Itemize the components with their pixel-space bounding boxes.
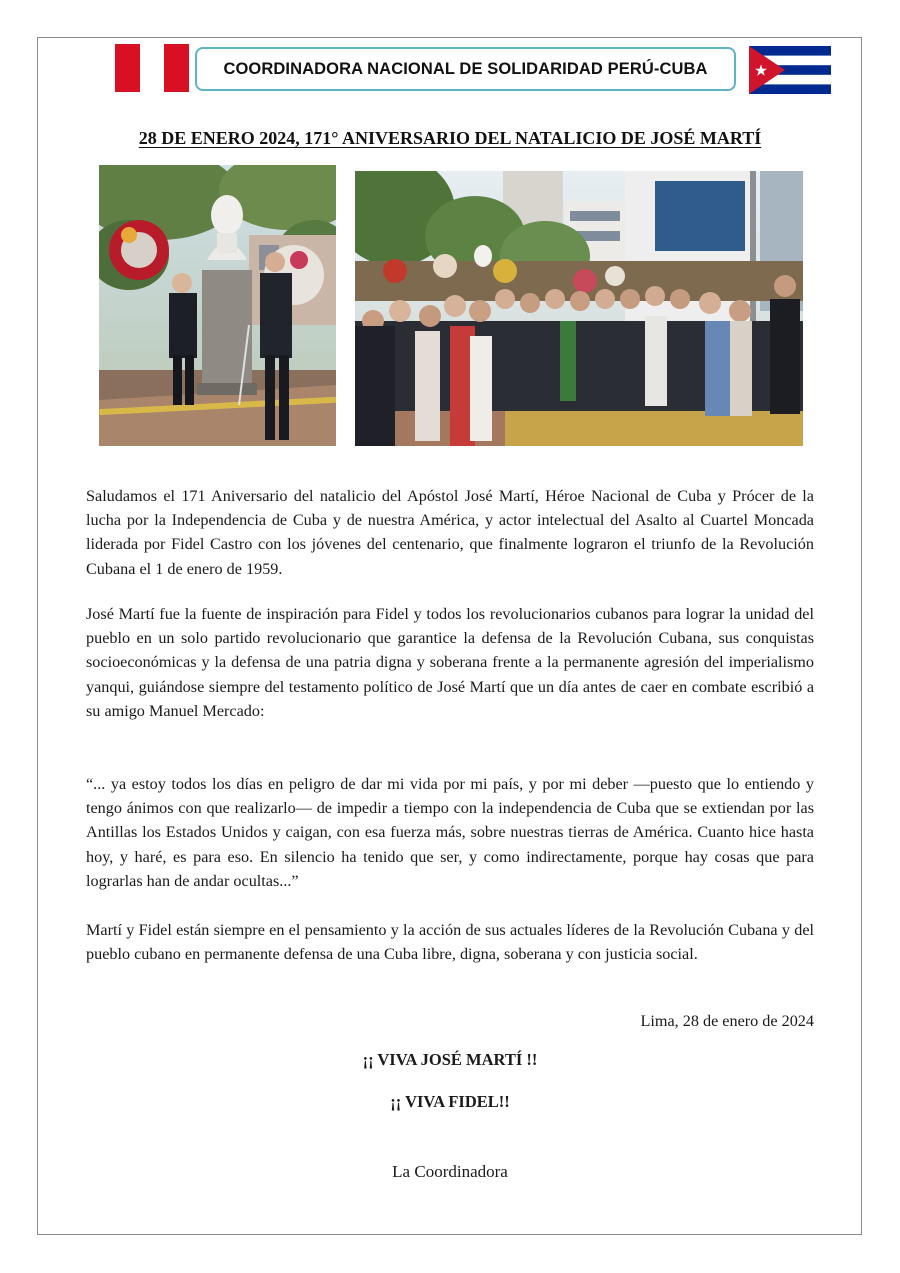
- cheer-fidel: ¡¡ VIVA FIDEL!!: [390, 1092, 510, 1111]
- signature: La Coordinadora: [392, 1162, 508, 1181]
- quote-paragraph: “... ya estoy todos los días en peligro de dar mi vida por mi país, y por mi deber —puesto que lo entiendo y tengo ánimos con que realizarlo— de impedir a tiempo con la independencia de Cuba que se extiendan por las Antillas los Estados Unidos y caigan, con esa fuerza más, sobre nuestras tierras de América. Cuanto hice hasta hoy, y haré, es para eso. En silencio ha tenido que ser, y como indirectamente, porque hay cosas que para lograrlas han de andar ocultas...”: [86, 775, 814, 890]
- place-date: Lima, 28 de enero de 2024: [640, 1012, 814, 1030]
- cheer-marti: ¡¡ VIVA JOSÉ MARTÍ !!: [362, 1050, 538, 1069]
- paragraph-4: Martí y Fidel están siempre en el pensamiento y la acción de sus actuales líderes de la Revolución Cubana y del pueblo cubano en permanente defensa de una Cuba libre, digna, soberana y con justicia social.: [86, 921, 814, 964]
- paragraph-2: José Martí fue la fuente de inspiración para Fidel y todos los revolucionarios cubanos para lograr la unidad del pueblo en un solo partido revolucionario que garantice la defensa de la Revolución Cubana, sus conquistas socioeconómicas y la defensa de una patria digna y soberana frente a la permanente agresión del imperialismo yanqui, guiándose siempre del testamento político de José Martí que un día antes de caer en combate escribió a su amigo Manuel Mercado:: [86, 605, 814, 720]
- paragraph-1: Saludamos el 171 Aniversario del natalicio del Apóstol José Martí, Héroe Nacional de Cuba y Prócer de la lucha por la Independencia de Cuba y de nuestra América, y actor intelectual del Asalto al Cuartel Moncada liderada por Fidel Castro con los jóvenes del centenario, que finalmente lograron el triunfo de la Revolución Cubana el 1 de enero de 1959.: [86, 487, 814, 578]
- document-title: 28 DE ENERO 2024, 171° ANIVERSARIO DEL NATALICIO DE JOSÉ MARTÍ: [138, 128, 762, 148]
- organization-header: [195, 47, 736, 91]
- group-photo: [355, 171, 803, 446]
- ceremony-photo: [99, 165, 336, 446]
- cuba-flag-icon: [749, 46, 831, 94]
- organization-name: COORDINADORA NACIONAL DE SOLIDARIDAD PERÚ-CUBA: [223, 59, 708, 78]
- peru-flag-icon: [115, 44, 189, 92]
